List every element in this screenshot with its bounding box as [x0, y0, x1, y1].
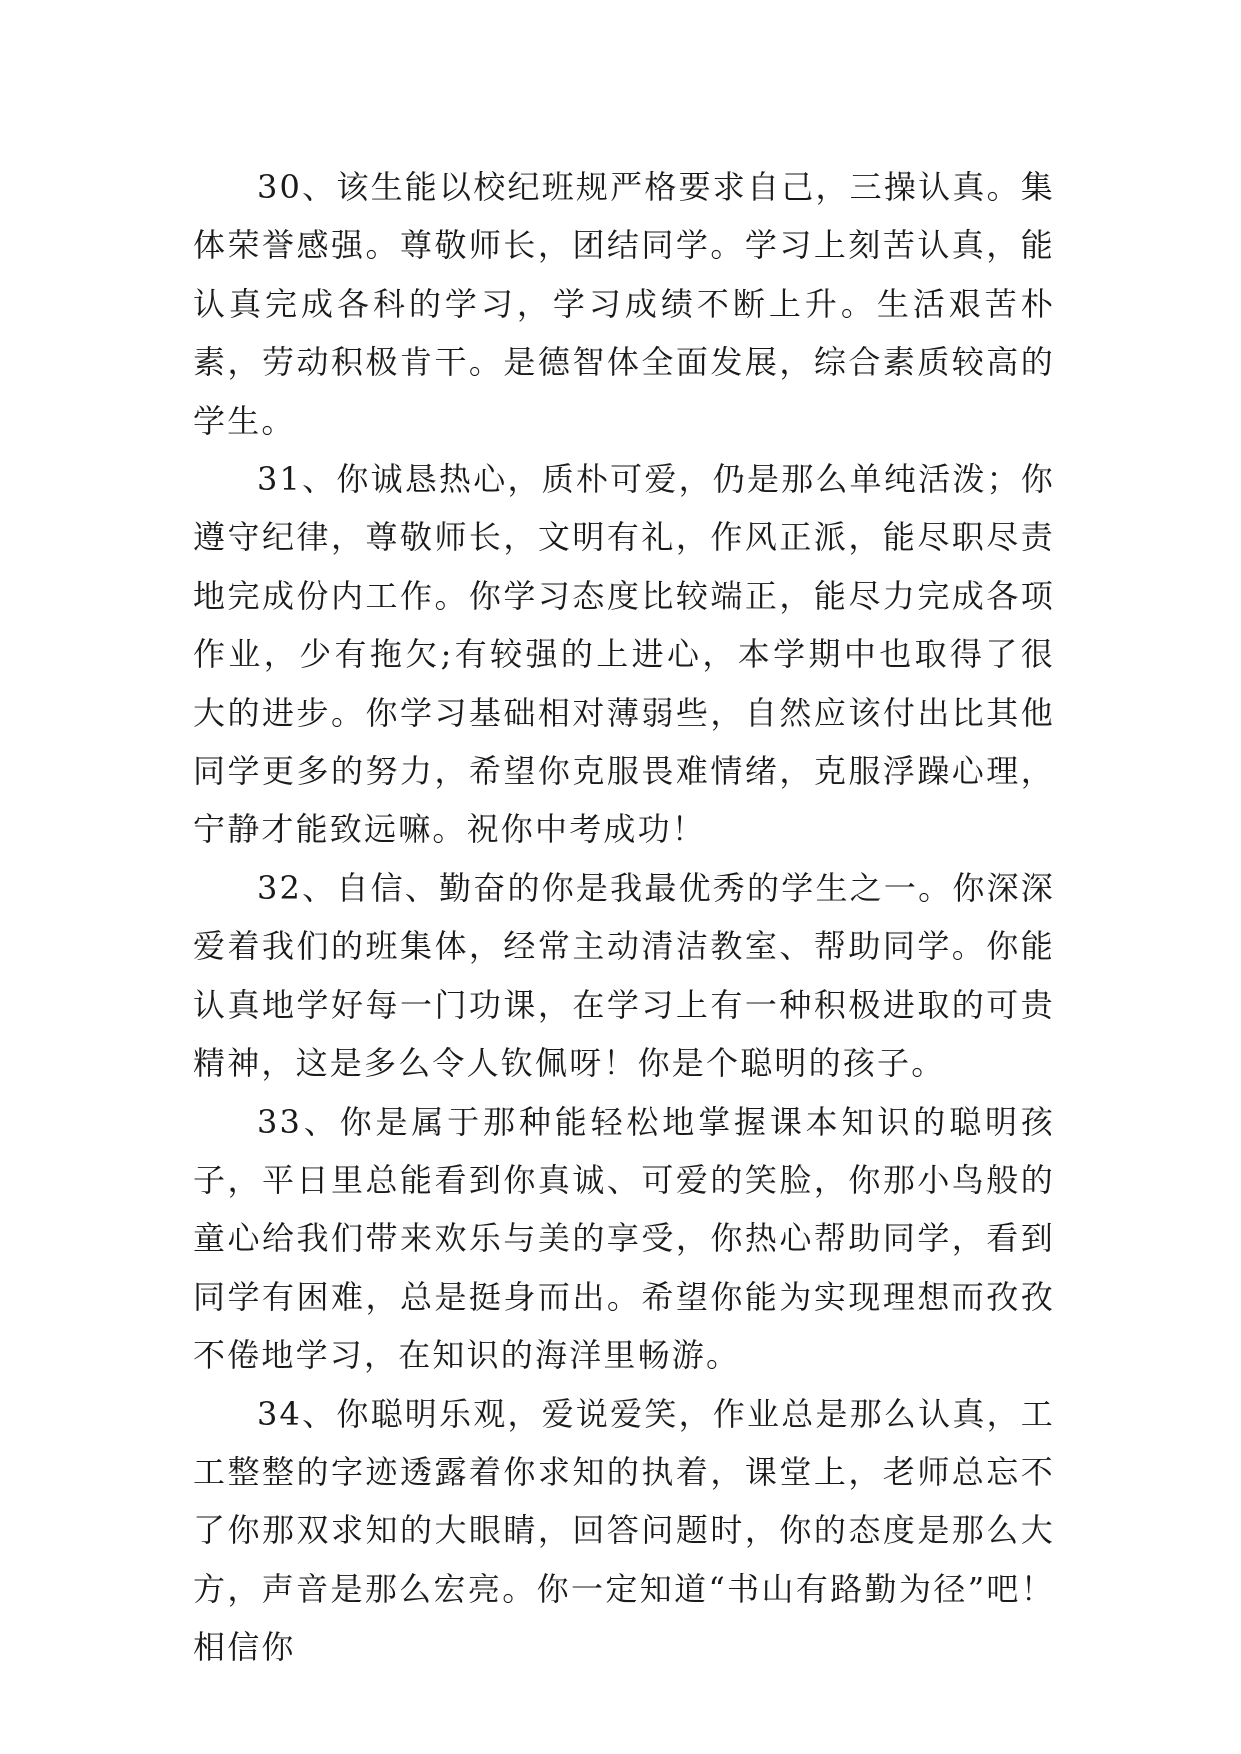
paragraph-34: 34、你聪明乐观，爱说爱笑，作业总是那么认真，工工整整的字迹透露着你求知的执着，课堂上，老师总忘不了你那双求知的大眼睛，回答问题时，你的态度是那么大方，声音是那么宏亮。你一定知道“书山有路勤为径”吧！相信你 [193, 1394, 1055, 1667]
paragraph-33: 33、你是属于那种能轻松地掌握课本知识的聪明孩子，平日里总能看到你真诚、可爱的笑脸，你那小鸟般的童心给我们带来欢乐与美的享受，你热心帮助同学，看到同学有困难，总是挺身而出。希望你能为实现理想而孜孜不倦地学习，在知识的海洋里畅游。 [193, 1102, 1055, 1375]
document-body [193, 158, 1055, 1677]
paragraph-31: 31、你诚恳热心，质朴可爱，仍是那么单纯活泼；你遵守纪律，尊敬师长，文明有礼，作风正派，能尽职尽责地完成份内工作。你学习态度比较端正，能尽力完成各项作业，少有拖欠;有较强的上进心，本学期中也取得了很大的进步。你学习基础相对薄弱些，自然应该付出比其他同学更多的努力，希望你克服畏难情绪，克服浮躁心理，宁静才能致远嘛。祝你中考成功！ [193, 460, 1055, 849]
paragraph-32: 32、自信、勤奋的你是我最优秀的学生之一。你深深爱着我们的班集体，经常主动清洁教室、帮助同学。你能认真地学好每一门功课，在学习上有一种积极进取的可贵精神，这是多么令人钦佩呀！你是个聪明的孩子。 [193, 868, 1055, 1083]
paragraph-30: 30、该生能以校纪班规严格要求自己，三操认真。集体荣誉感强。尊敬师长，团结同学。学习上刻苦认真，能认真完成各科的学习，学习成绩不断上升。生活艰苦朴素，劳动积极肯干。是德智体全面发展，综合素质较高的学生。 [193, 168, 1055, 440]
